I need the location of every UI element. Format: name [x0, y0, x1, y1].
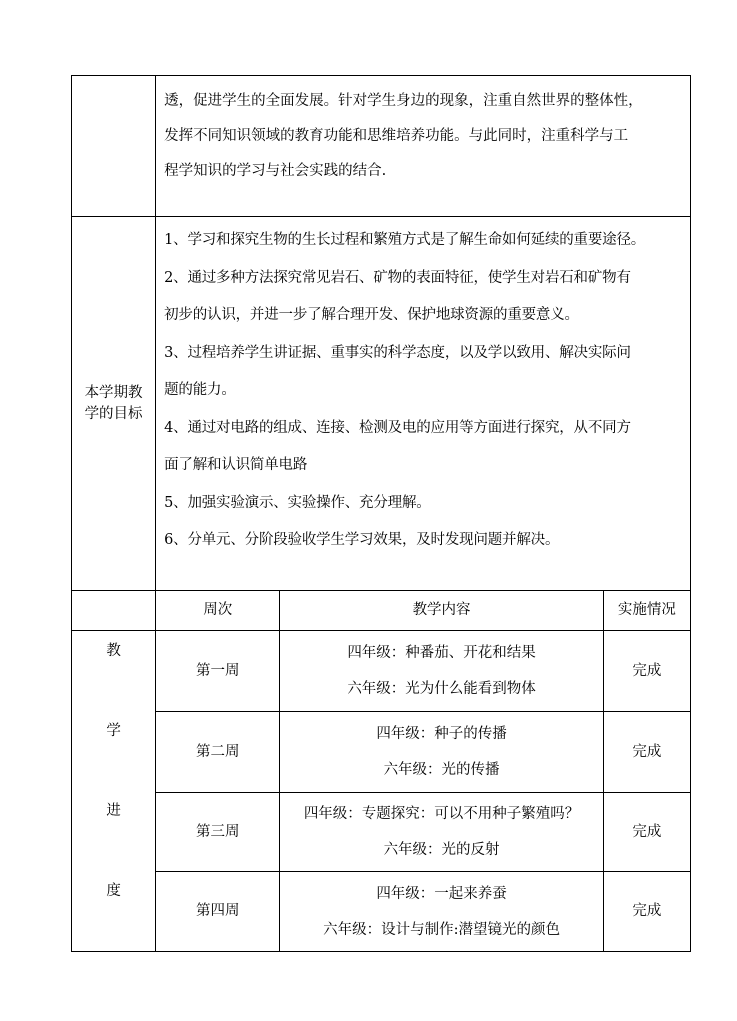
- intro-row: [72, 76, 691, 217]
- content-cell: [280, 631, 604, 712]
- table-row: [72, 872, 691, 952]
- goals-label-line: 学的目标: [84, 405, 143, 422]
- status-cell: 完成: [603, 711, 690, 792]
- content-cell: [280, 792, 604, 872]
- goal-line: 1、学习和探究生物的生长过程和繁殖方式是了解生命如何延续的重要途径。: [164, 232, 646, 248]
- teaching-plan-table: [71, 75, 691, 952]
- intro-paragraph: [156, 76, 691, 217]
- progress-label-char: 进: [106, 803, 121, 819]
- table-row: [72, 711, 691, 792]
- goals-row: [72, 217, 691, 591]
- table-row: [72, 631, 691, 712]
- week-cell: 第四周: [156, 872, 280, 952]
- schedule-header-row: [72, 591, 691, 631]
- week-cell: 第一周: [156, 631, 280, 712]
- header-week: 周次: [156, 591, 280, 631]
- grade6-content: 六年级：光为什么能看到物体: [347, 680, 536, 697]
- goals-list: [156, 217, 691, 591]
- goals-label: [72, 217, 156, 591]
- grade4-content: 四年级：专题探究：可以不用种子繁殖吗？: [303, 805, 580, 822]
- content-cell: [280, 872, 604, 952]
- goal-line: 3、过程培养学生讲证据、重事实的科学态度，以及学以致用、解决实际问: [164, 344, 631, 361]
- status-cell: 完成: [603, 631, 690, 712]
- grade4-content: 四年级：种番茄、开花和结果: [347, 644, 536, 661]
- intro-line: 透，促进学生的全面发展。针对学生身边的现象，注重自然世界的整体性，: [164, 93, 643, 109]
- intro-line: 程学知识的学习与社会实践的结合.: [164, 163, 387, 179]
- grade6-content: 六年级：光的反射: [383, 841, 500, 858]
- grade4-content: 四年级：种子的传播: [376, 725, 507, 742]
- progress-label-char: 教: [106, 643, 121, 659]
- goal-line: 5、加强实验演示、实验操作、充分理解。: [164, 494, 431, 511]
- header-status: 实施情况: [603, 591, 690, 631]
- goal-line: 面了解和认识简单电路: [164, 457, 308, 473]
- schedule-header-blank: [72, 591, 156, 631]
- week-cell: 第二周: [156, 711, 280, 792]
- table-row: [72, 792, 691, 872]
- status-cell: 完成: [603, 792, 690, 872]
- progress-label-char: 度: [106, 883, 121, 899]
- grade6-content: 六年级：光的传播: [383, 761, 500, 778]
- goal-line: 2、通过多种方法探究常见岩石、矿物的表面特征，使学生对岩石和矿物有: [164, 269, 631, 286]
- intro-label-cell: [72, 76, 156, 217]
- week-cell: 第三周: [156, 792, 280, 872]
- content-cell: [280, 711, 604, 792]
- header-content: 教学内容: [280, 591, 604, 631]
- status-cell: 完成: [603, 872, 690, 952]
- intro-line: 发挥不同知识领域的教育功能和思维培养功能。与此同时，注重科学与工: [164, 128, 629, 144]
- progress-label-char: 学: [106, 723, 121, 739]
- goal-line: 6、分单元、分阶段验收学生学习效果，及时发现问题并解决。: [164, 532, 560, 548]
- goal-line: 4、通过对电路的组成、连接、检测及电的应用等方面进行探究，从不同方: [164, 419, 631, 436]
- goals-label-line: 本学期教: [84, 385, 143, 402]
- goal-line: 初步的认识，并进一步了解合理开发、保护地球资源的重要意义。: [164, 307, 579, 323]
- grade4-content: 四年级：一起来养蚕: [376, 885, 507, 902]
- grade6-content: 六年级：设计与制作:潜望镜光的颜色: [323, 921, 561, 938]
- goal-line: 题的能力。: [164, 382, 236, 398]
- progress-label: [72, 631, 156, 952]
